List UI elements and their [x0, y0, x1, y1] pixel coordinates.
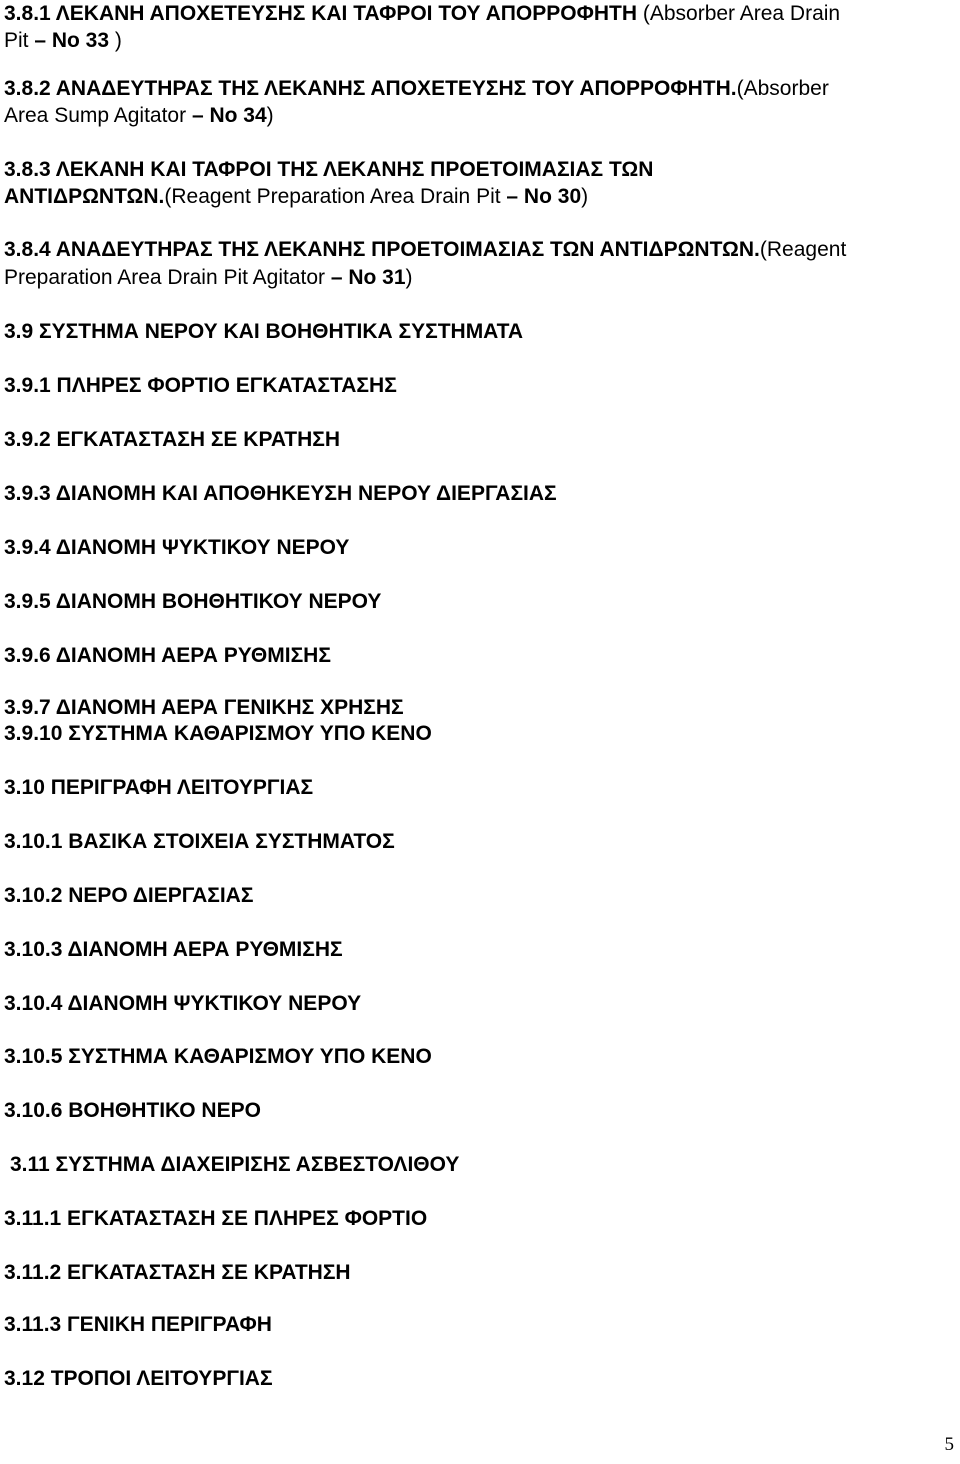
- toc-entry-line: [4, 480, 557, 507]
- toc-entry-text: – No 30: [506, 185, 582, 208]
- page-number: 5: [944, 1434, 954, 1455]
- toc-entry-line: [4, 183, 588, 210]
- toc-entry-line: [4, 828, 395, 855]
- toc-entry-text: 3.9.5 ΔΙΑΝΟΜΗ ΒΟΗΘΗΤΙΚΟΥ ΝΕΡΟΥ: [4, 590, 382, 613]
- toc-entry-text: Area Sump Agitator: [4, 104, 192, 127]
- toc-entry-text: 3.11 ΣΥΣΤΗΜΑ ΔΙΑΧΕΙΡΙΣΗΣ ΑΣΒΕΣΤΟΛΙΘΟΥ: [10, 1153, 460, 1176]
- toc-entry-line: [10, 1151, 459, 1178]
- toc-entry-line: [4, 0, 840, 27]
- toc-entry-line: [4, 236, 846, 263]
- toc-entry-text: 3.9 ΣΥΣΤΗΜΑ ΝΕΡΟΥ ΚΑΙ ΒΟΗΘΗΤΙΚΑ ΣΥΣΤΗΜΑΤΑ: [4, 320, 524, 343]
- toc-entry-text: 3.8.3 ΛΕΚΑΝΗ ΚΑΙ ΤΑΦΡΟΙ ΤΗΣ ΛΕΚΑΝΗΣ ΠΡΟΕΤΟΙΜΑΣΙΑΣ ΤΩΝ: [4, 158, 654, 181]
- toc-entry-text: ΑΝΤΙΔΡΩΝΤΩΝ.: [4, 185, 165, 208]
- toc-entry-text: (Reagent: [759, 238, 847, 261]
- toc-entry-line: [4, 264, 413, 291]
- toc-entry-text: Preparation Area Drain Pit Agitator: [4, 266, 331, 289]
- toc-entry-text: 3.10.2 ΝΕΡΟ ΔΙΕΡΓΑΣΙΑΣ: [4, 884, 254, 907]
- toc-entry-line: [4, 882, 253, 909]
- toc-entry-text: ): [266, 104, 274, 127]
- toc-entry-text: (Absorber Area Drain: [637, 2, 841, 25]
- toc-entry-line: [4, 1043, 432, 1070]
- toc-entry-line: [4, 426, 340, 453]
- toc-entry-line: [4, 774, 313, 801]
- toc-entry-line: [4, 102, 274, 129]
- toc-entry-text: 3.10.1 ΒΑΣΙΚΑ ΣΤΟΙΧΕΙΑ ΣΥΣΤΗΜΑΤΟΣ: [4, 830, 395, 853]
- toc-entry-line: [4, 936, 343, 963]
- toc-entry-line: [4, 1205, 427, 1232]
- toc-entry-line: [4, 534, 349, 561]
- toc-entry-text: 3.9.3 ΔΙΑΝΟΜΗ ΚΑΙ ΑΠΟΘΗΚΕΥΣΗ ΝΕΡΟΥ ΔΙΕΡΓΑΣΙΑΣ: [4, 482, 557, 505]
- toc-entry-text: ): [405, 266, 413, 289]
- toc-entry-line: [4, 694, 404, 721]
- toc-entry-text: 3.9.1 ΠΛΗΡΕΣ ΦΟΡΤΙΟ ΕΓΚΑΤΑΣΤΑΣΗΣ: [4, 374, 397, 397]
- toc-entry-line: [4, 1311, 272, 1338]
- toc-entry-text: 3.10.6 ΒΟΗΘΗΤΙΚΟ ΝΕΡΟ: [4, 1099, 261, 1122]
- toc-entry-text: 3.8.2 ΑΝΑΔΕΥΤΗΡΑΣ ΤΗΣ ΛΕΚΑΝΗΣ ΑΠΟΧΕΤΕΥΣΗΣ ΤΟΥ ΑΠΟΡΡΟΦΗΤΗ.: [4, 77, 737, 100]
- toc-entry-text: – No 31: [330, 266, 406, 289]
- toc-entry-text: 3.10.4 ΔΙΑΝΟΜΗ ΨΥΚΤΙΚΟΥ ΝΕΡΟΥ: [4, 992, 362, 1015]
- toc-entry-text: 3.8.1 ΛΕΚΑΝΗ ΑΠΟΧΕΤΕΥΣΗΣ ΚΑΙ ΤΑΦΡΟΙ ΤΟΥ ΑΠΟΡΡΟΦΗΤΗ: [4, 2, 638, 25]
- toc-entry-line: [4, 27, 122, 54]
- toc-entry-text: (Reagent Preparation Area Drain Pit: [164, 185, 507, 208]
- toc-entry-line: [4, 1259, 351, 1286]
- toc-entry-text: – No 33: [34, 29, 110, 52]
- toc-entry-text: 3.8.4 ΑΝΑΔΕΥΤΗΡΑΣ ΤΗΣ ΛΕΚΑΝΗΣ ΠΡΟΕΤΟΙΜΑΣΙΑΣ ΤΩΝ ΑΝΤΙΔΡΩΝΤΩΝ.: [4, 238, 760, 261]
- toc-entry-line: [4, 720, 432, 747]
- toc-entry-line: [4, 1097, 261, 1124]
- toc-entry-line: [4, 990, 361, 1017]
- toc-entry-text: 3.10 ΠΕΡΙΓΡΑΦΗ ΛΕΙΤΟΥΡΓΙΑΣ: [4, 776, 314, 799]
- toc-entry-text: 3.9.10 ΣΥΣΤΗΜΑ ΚΑΘΑΡΙΣΜΟΥ ΥΠΟ ΚΕΝΟ: [4, 722, 432, 745]
- toc-entry-line: [4, 372, 397, 399]
- toc-entry-line: [4, 156, 653, 183]
- toc-entry-text: 3.11.2 ΕΓΚΑΤΑΣΤΑΣΗ ΣΕ ΚΡΑΤΗΣΗ: [4, 1261, 351, 1284]
- toc-entry-text: 3.9.2 ΕΓΚΑΤΑΣΤΑΣΗ ΣΕ ΚΡΑΤΗΣΗ: [4, 428, 341, 451]
- toc-entry-line: [4, 318, 523, 345]
- toc-entry-line: [4, 75, 829, 102]
- toc-entry-line: [4, 1365, 273, 1392]
- toc-entry-text: 3.10.3 ΔΙΑΝΟΜΗ ΑΕΡΑ ΡΥΘΜΙΣΗΣ: [4, 938, 343, 961]
- toc-entry-text: 3.9.7 ΔΙΑΝΟΜΗ ΑΕΡΑ ΓΕΝΙΚΗΣ ΧΡΗΣΗΣ: [4, 696, 404, 719]
- toc-entry-text: 3.12 ΤΡΟΠΟΙ ΛΕΙΤΟΥΡΓΙΑΣ: [4, 1367, 273, 1390]
- toc-entry-text: (Absorber: [736, 77, 829, 100]
- toc-entry-text: ): [581, 185, 589, 208]
- toc-entry-text: 3.11.3 ΓΕΝΙΚΗ ΠΕΡΙΓΡΑΦΗ: [4, 1313, 272, 1336]
- toc-entry-text: 3.10.5 ΣΥΣΤΗΜΑ ΚΑΘΑΡΙΣΜΟΥ ΥΠΟ ΚΕΝΟ: [4, 1045, 432, 1068]
- toc-entry-line: [4, 588, 381, 615]
- toc-entry-text: – No 34: [191, 104, 267, 127]
- toc-entry-text: Pit: [4, 29, 35, 52]
- toc-entry-text: 3.11.1 ΕΓΚΑΤΑΣΤΑΣΗ ΣΕ ΠΛΗΡΕΣ ΦΟΡΤΙΟ: [4, 1207, 428, 1230]
- toc-entry-text: 3.9.6 ΔΙΑΝΟΜΗ ΑΕΡΑ ΡΥΘΜΙΣΗΣ: [4, 644, 331, 667]
- toc-entry-text: ): [109, 29, 122, 52]
- toc-entry-line: [4, 642, 331, 669]
- toc-entry-text: 3.9.4 ΔΙΑΝΟΜΗ ΨΥΚΤΙΚΟΥ ΝΕΡΟΥ: [4, 536, 350, 559]
